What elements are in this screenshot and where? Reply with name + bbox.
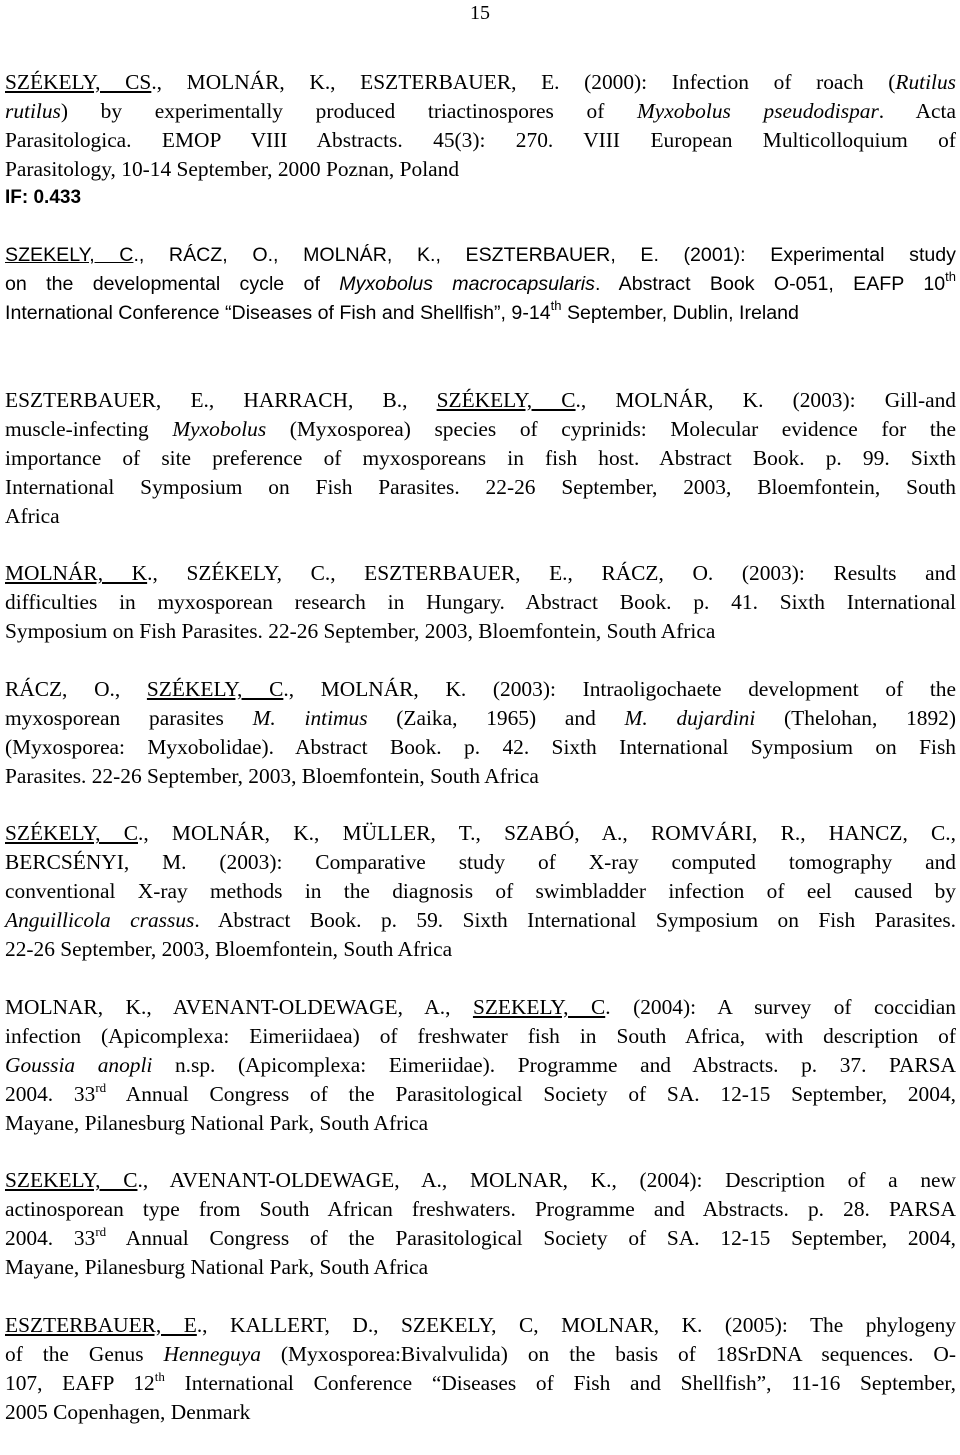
- reference-line: [5, 1109, 956, 1138]
- reference-text: infection (Apicomplexa: Eimeriidaea) of freshwater fish in South Africa, with description of: [5, 1023, 956, 1048]
- reference-entry: [5, 1311, 956, 1427]
- italic-text: M. intimus: [252, 705, 368, 730]
- reference-line: [5, 559, 956, 588]
- reference-text: RÁCZ, O.,: [5, 676, 147, 701]
- underlined-author: SZÉKELY, C: [146, 676, 284, 701]
- reference-line: [5, 1022, 956, 1051]
- reference-text: importance of site preference of myxosporeans in fish host. Abstract Book. p. 99. Sixth: [5, 445, 956, 470]
- superscript: th: [550, 298, 562, 314]
- italic-text: Anguillicola crassus: [5, 908, 195, 933]
- reference-text: ., MOLNÁR, K. (2003): Gill-and: [575, 387, 956, 412]
- reference-line: [5, 617, 956, 646]
- reference-line: [5, 1051, 956, 1080]
- reference-text: ESZTERBAUER, E., HARRACH, B.,: [5, 387, 437, 412]
- reference-text: BERCSÉNYI, M. (2003): Comparative study of X-ray computed tomography and: [5, 850, 956, 875]
- reference-text: ., MOLNÁR, K., ESZTERBAUER, E. (2000): Infection of roach (: [151, 70, 896, 94]
- reference-text: International Conference “Diseases of Fish and Shellfish”, 9-14: [5, 302, 551, 325]
- reference-line: [5, 848, 956, 877]
- underlined-author: SZEKELY, C: [5, 244, 134, 267]
- underlined-author: ESZTERBAUER, E: [5, 1312, 197, 1337]
- reference-text: difficulties in myxosporean research in Hungary. Abstract Book. p. 41. Sixth International: [5, 590, 956, 615]
- superscript: th: [154, 1368, 165, 1384]
- reference-text: ., MOLNÁR, K., MÜLLER, T., SZABÓ, A., ROMVÁRI, R., HANCZ, C.,: [138, 821, 956, 846]
- reference-entry: [5, 241, 956, 328]
- reference-line: [5, 1340, 956, 1369]
- reference-text: (Myxosporea) species of cyprinids: Molecular evidence for the: [266, 416, 956, 441]
- reference-entry: [5, 386, 956, 531]
- reference-text: Annual Congress of the Parasitological Society of SA. 12-15 September, 2004,: [106, 1226, 956, 1251]
- reference-line: [5, 935, 956, 964]
- reference-text: ., RÁCZ, O., MOLNÁR, K., ESZTERBAUER, E. (2001): Experimental study: [133, 244, 956, 267]
- reference-text: 107, EAFP 12: [5, 1370, 155, 1395]
- reference-text: Parasitologica. EMOP VIII Abstracts. 45(3): 270. VIII European Multicolloquium of: [5, 127, 956, 152]
- reference-line: [5, 473, 956, 502]
- reference-text: (Myxosporea:Bivalvulida) on the basis of 18SrDNA sequences. O-: [260, 1341, 956, 1366]
- reference-text: (Myxosporea: Myxobolidae). Abstract Book. p. 42. Sixth International Symposium on Fish: [5, 734, 956, 759]
- reference-text: of the Genus: [5, 1341, 164, 1366]
- reference-text: Mayane, Pilanesburg National Park, South Africa: [5, 1110, 429, 1135]
- reference-text: Parasites. 22-26 September, 2003, Bloemfontein, South Africa: [5, 763, 539, 788]
- reference-line: [5, 588, 956, 617]
- reference-text: 2005 Copenhagen, Denmark: [5, 1399, 251, 1424]
- italic-text: rutilus: [5, 98, 61, 123]
- reference-line: [5, 1398, 956, 1427]
- reference-text: actinosporean type from South African freshwaters. Programme and Abstracts. p. 28. PARSA: [5, 1197, 956, 1222]
- reference-text: 22-26 September, 2003, Bloemfontein, South Africa: [5, 937, 453, 962]
- reference-line: [5, 877, 956, 906]
- underlined-author: SZÉKELY, CS: [5, 70, 152, 94]
- reference-line: [5, 704, 956, 733]
- reference-line: [5, 502, 956, 531]
- reference-line: [5, 97, 956, 126]
- reference-text: . Acta: [878, 98, 956, 123]
- reference-text: . Abstract Book O-051, EAFP 10: [594, 273, 946, 296]
- reference-text: ., KALLERT, D., SZEKELY, C, MOLNAR, K. (2005): The phylogeny: [196, 1312, 956, 1337]
- reference-line: [5, 386, 956, 415]
- reference-text: September, Dublin, Ireland: [561, 302, 799, 325]
- reference-text: Africa: [5, 503, 60, 528]
- reference-text: ., MOLNÁR, K. (2003): Intraoligochaete development of the: [283, 676, 956, 701]
- underlined-author: SZÉKELY, C: [5, 821, 138, 846]
- reference-text: Mayane, Pilanesburg National Park, South Africa: [5, 1255, 429, 1280]
- underlined-author: SZEKELY, C: [5, 1168, 138, 1193]
- reference-text: . Abstract Book. p. 59. Sixth International Symposium on Fish Parasites.: [194, 908, 956, 933]
- italic-text: Myxobolus pseudodispar: [636, 98, 879, 123]
- reference-entry: [5, 675, 956, 791]
- page-number: 15: [470, 2, 490, 24]
- reference-line: [5, 675, 956, 704]
- reference-line: [5, 444, 956, 473]
- reference-text: n.sp. (Apicomplexa: Eimeriidae). Programme and Abstracts. p. 37. PARSA: [152, 1052, 957, 1077]
- reference-line: [5, 1080, 956, 1109]
- reference-line: [5, 819, 956, 848]
- reference-text: conventional X-ray methods in the diagnosis of swimbladder infection of eel caused by: [5, 879, 956, 904]
- reference-line: [5, 270, 956, 299]
- reference-text: Symposium on Fish Parasites. 22-26 September, 2003, Bloemfontein, South Africa: [5, 619, 716, 644]
- italic-text: Myxobolus macrocapsularis: [339, 273, 595, 296]
- impact-factor: IF: 0.433: [5, 186, 82, 208]
- reference-line: [5, 1224, 956, 1253]
- reference-line: [5, 1369, 956, 1398]
- reference-line: [5, 1253, 956, 1282]
- underlined-author: SZÉKELY, C: [436, 387, 576, 412]
- reference-text: Parasitology, 10-14 September, 2000 Poznan, Poland: [5, 156, 460, 181]
- reference-text: MOLNAR, K., AVENANT-OLDEWAGE, A.,: [5, 994, 473, 1019]
- reference-list: [5, 68, 956, 1455]
- reference-text: on the developmental cycle of: [5, 273, 340, 296]
- reference-entry: [5, 819, 956, 964]
- superscript: rd: [95, 1079, 107, 1095]
- reference-line: [5, 415, 956, 444]
- reference-line: [5, 1311, 956, 1340]
- reference-text: muscle-infecting: [5, 416, 173, 441]
- reference-entry: [5, 1166, 956, 1282]
- reference-text: 2004. 33: [5, 1081, 96, 1106]
- reference-line: [5, 906, 956, 935]
- reference-text: ., AVENANT-OLDEWAGE, A., MOLNAR, K., (2004): Description of a new: [137, 1168, 956, 1193]
- underlined-author: MOLNÁR, K: [5, 561, 148, 586]
- superscript: rd: [95, 1224, 107, 1240]
- reference-text: (Zaika, 1965) and: [367, 705, 625, 730]
- reference-text: Annual Congress of the Parasitological Society of SA. 12-15 September, 2004,: [106, 1081, 956, 1106]
- italic-text: Myxobolus: [172, 416, 267, 441]
- reference-line: [5, 1166, 956, 1195]
- reference-line: [5, 241, 956, 270]
- superscript: th: [945, 269, 956, 285]
- reference-line: [5, 993, 956, 1022]
- reference-line: [5, 733, 956, 762]
- reference-line: [5, 1195, 956, 1224]
- reference-entry: [5, 993, 956, 1138]
- italic-text: M. dujardini: [624, 705, 756, 730]
- underlined-author: SZEKELY, C: [472, 994, 606, 1019]
- reference-text: myxosporean parasites: [5, 705, 253, 730]
- reference-entry: [5, 559, 956, 646]
- reference-entry: [5, 68, 956, 213]
- italic-text: Henneguya: [163, 1341, 261, 1366]
- reference-text: 2004. 33: [5, 1226, 96, 1251]
- reference-text: . (2004): A survey of coccidian: [605, 994, 956, 1019]
- reference-text: International Conference “Diseases of Fish and Shellfish”, 11-16 September,: [164, 1370, 956, 1395]
- reference-line: [5, 762, 956, 791]
- reference-line: [5, 155, 956, 184]
- reference-text: International Symposium on Fish Parasites. 22-26 September, 2003, Bloemfontein, South: [5, 474, 956, 499]
- italic-text: Goussia anopli: [5, 1052, 153, 1077]
- reference-line: [5, 299, 956, 328]
- reference-text: (Thelohan, 1892): [755, 705, 956, 730]
- reference-line: [5, 126, 956, 155]
- reference-text: ., SZÉKELY, C., ESZTERBAUER, E., RÁCZ, O. (2003): Results and: [147, 561, 956, 586]
- reference-line: [5, 68, 956, 97]
- reference-text: ) by experimentally produced triactinospores of: [60, 98, 637, 123]
- italic-text: Rutilus: [895, 70, 957, 94]
